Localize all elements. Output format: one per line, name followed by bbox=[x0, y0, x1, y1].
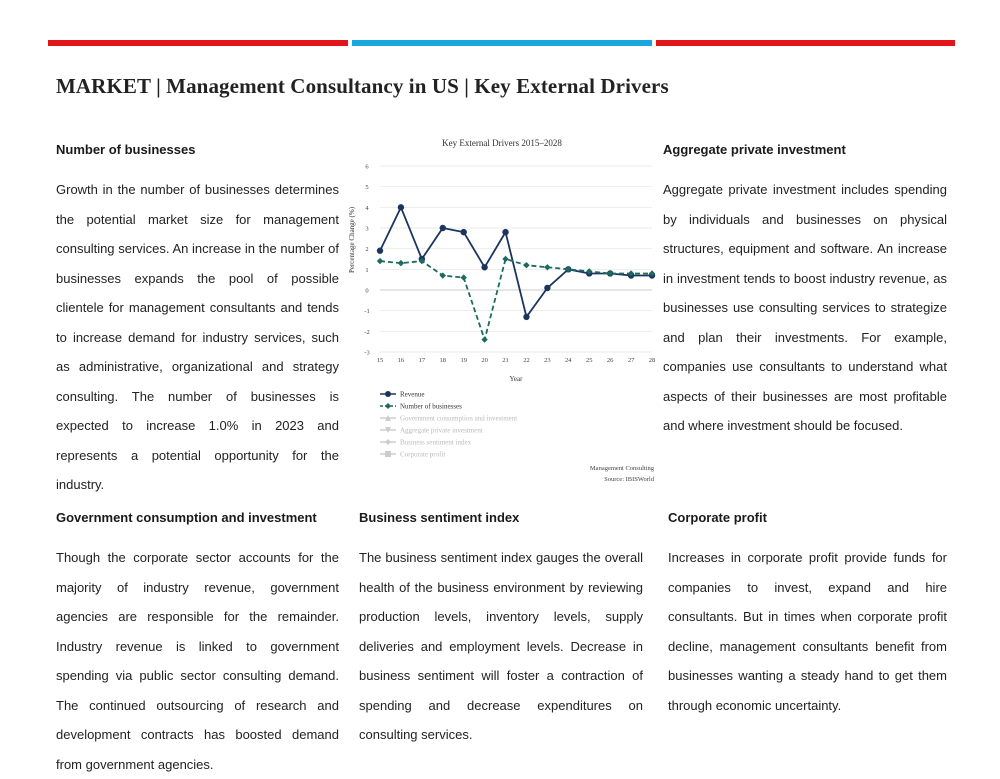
legend-marker-business-sentiment-index bbox=[385, 439, 391, 445]
y-tick-label: 3 bbox=[365, 225, 369, 233]
section-government-consumption bbox=[56, 510, 339, 779]
x-tick-label: 21 bbox=[502, 357, 509, 364]
legend-label-government-consumption-and-investment: Government consumption and investment bbox=[400, 414, 518, 423]
section-aggregate-private-investment bbox=[663, 142, 947, 441]
section-corporate-profit bbox=[668, 510, 947, 720]
revenue-point bbox=[440, 225, 446, 231]
legend-label-business-sentiment-index: Business sentiment index bbox=[400, 438, 472, 447]
section-business-sentiment bbox=[359, 510, 643, 750]
number-of-businesses-point bbox=[523, 262, 529, 268]
y-axis-label: Percentage Change (%) bbox=[348, 206, 356, 274]
top-bar-middle bbox=[352, 40, 652, 46]
section-body: Growth in the number of businesses determines the potential market size for management consulting services. An increase in the number of businesses expands the pool of possible clientele for management consultants and tends to increase demand for industry services, such as administrative, organizational and strategy consulting. The number of businesses is expected to increase 1.0% in 2023 and represents a potential opportunity for the industry. bbox=[56, 182, 339, 492]
section-heading: Aggregate private investment bbox=[663, 142, 846, 157]
key-drivers-chart bbox=[340, 130, 664, 490]
chart-legend bbox=[380, 391, 517, 459]
x-tick-label: 23 bbox=[544, 357, 551, 364]
y-tick-label: 1 bbox=[365, 266, 369, 274]
legend-marker-number-of-businesses bbox=[385, 403, 391, 409]
x-tick-label: 19 bbox=[460, 357, 467, 364]
page-title: MARKET | Management Consultancy in US | Key External Drivers bbox=[56, 74, 669, 98]
revenue-point bbox=[377, 248, 383, 254]
chart-grid bbox=[364, 164, 655, 365]
section-heading: Number of businesses bbox=[56, 142, 196, 157]
revenue-point bbox=[544, 285, 550, 291]
y-tick-label: -1 bbox=[364, 308, 370, 316]
section-heading: Corporate profit bbox=[668, 510, 767, 525]
section-body: Though the corporate sector accounts for the majority of industry revenue, government agencies are responsible for the remainder. Industry revenue is linked to government spending via public sector consulting demand. The continued outsourcing of research and development contracts has boosted demand from government agencies. bbox=[56, 550, 339, 772]
revenue-point bbox=[460, 229, 466, 235]
legend-label-aggregate-private-investment: Aggregate private investment bbox=[400, 426, 483, 435]
x-tick-label: 22 bbox=[523, 357, 530, 364]
number-of-businesses-point bbox=[502, 256, 508, 262]
x-tick-label: 16 bbox=[397, 357, 405, 364]
revenue-point bbox=[481, 264, 487, 270]
chart-source-line-2: Source: IBISWorld bbox=[604, 476, 654, 483]
number-of-businesses-point bbox=[377, 258, 383, 264]
x-tick-label: 20 bbox=[481, 357, 488, 364]
top-bar-right bbox=[656, 40, 955, 46]
x-tick-label: 15 bbox=[376, 357, 384, 364]
section-number-of-businesses bbox=[56, 142, 339, 500]
chart-title: Key External Drivers 2015–2028 bbox=[442, 138, 562, 148]
legend-label-number-of-businesses: Number of businesses bbox=[400, 402, 462, 411]
x-tick-label: 24 bbox=[565, 357, 572, 364]
y-tick-label: -2 bbox=[364, 328, 370, 336]
y-tick-label: 2 bbox=[365, 246, 369, 254]
legend-marker-revenue bbox=[385, 391, 391, 397]
section-body: Increases in corporate profit provide funds for companies to invest, expand and hire consultants. But in times when corporate profit decline, management consultants benefit from businesses wanting a steady hand to get them through economic uncertainty. bbox=[668, 550, 947, 713]
x-tick-label: 28 bbox=[648, 357, 656, 364]
section-body: The business sentiment index gauges the overall health of the business environment by reviewing production levels, inventory levels, supply deliveries and employment levels. Decrease in business sentiment will foster a contraction of spending and decrease expenditures on consulting services. bbox=[359, 550, 643, 742]
x-tick-label: 25 bbox=[585, 357, 593, 364]
number-of-businesses-point bbox=[460, 274, 466, 280]
legend-label-corporate-profit: Corporate profit bbox=[400, 450, 446, 459]
section-heading: Business sentiment index bbox=[359, 510, 520, 525]
number-of-businesses-point bbox=[398, 260, 404, 266]
revenue-point bbox=[523, 314, 529, 320]
section-heading: Government consumption and investment bbox=[56, 510, 317, 525]
y-tick-label: 0 bbox=[365, 287, 369, 295]
y-tick-label: 4 bbox=[365, 204, 369, 212]
x-tick-label: 18 bbox=[439, 357, 447, 364]
x-tick-label: 17 bbox=[418, 357, 426, 364]
revenue-point bbox=[398, 204, 404, 210]
y-tick-label: 6 bbox=[365, 163, 369, 171]
top-bar-left bbox=[48, 40, 348, 46]
x-axis-label: Year bbox=[509, 375, 523, 383]
chart-source-line-1: Management Consulting bbox=[589, 465, 654, 472]
chart-series bbox=[377, 204, 655, 343]
y-tick-label: -3 bbox=[364, 349, 370, 357]
legend-marker-corporate-profit bbox=[385, 451, 391, 457]
revenue-point bbox=[502, 229, 508, 235]
y-tick-label: 5 bbox=[365, 184, 369, 192]
legend-label-revenue: Revenue bbox=[400, 390, 425, 399]
x-tick-label: 27 bbox=[627, 357, 635, 364]
section-body: Aggregate private investment includes spending by individuals and businesses on physical structures, equipment and software. An increase in investment tends to boost industry revenue, as businesses use consulting services to strategize and plan their investments. For example, companies use consultants to understand what aspects of their businesses are most profitable and where investment should be focused. bbox=[663, 182, 947, 433]
x-tick-label: 26 bbox=[606, 357, 614, 364]
number-of-businesses-point bbox=[481, 336, 487, 342]
